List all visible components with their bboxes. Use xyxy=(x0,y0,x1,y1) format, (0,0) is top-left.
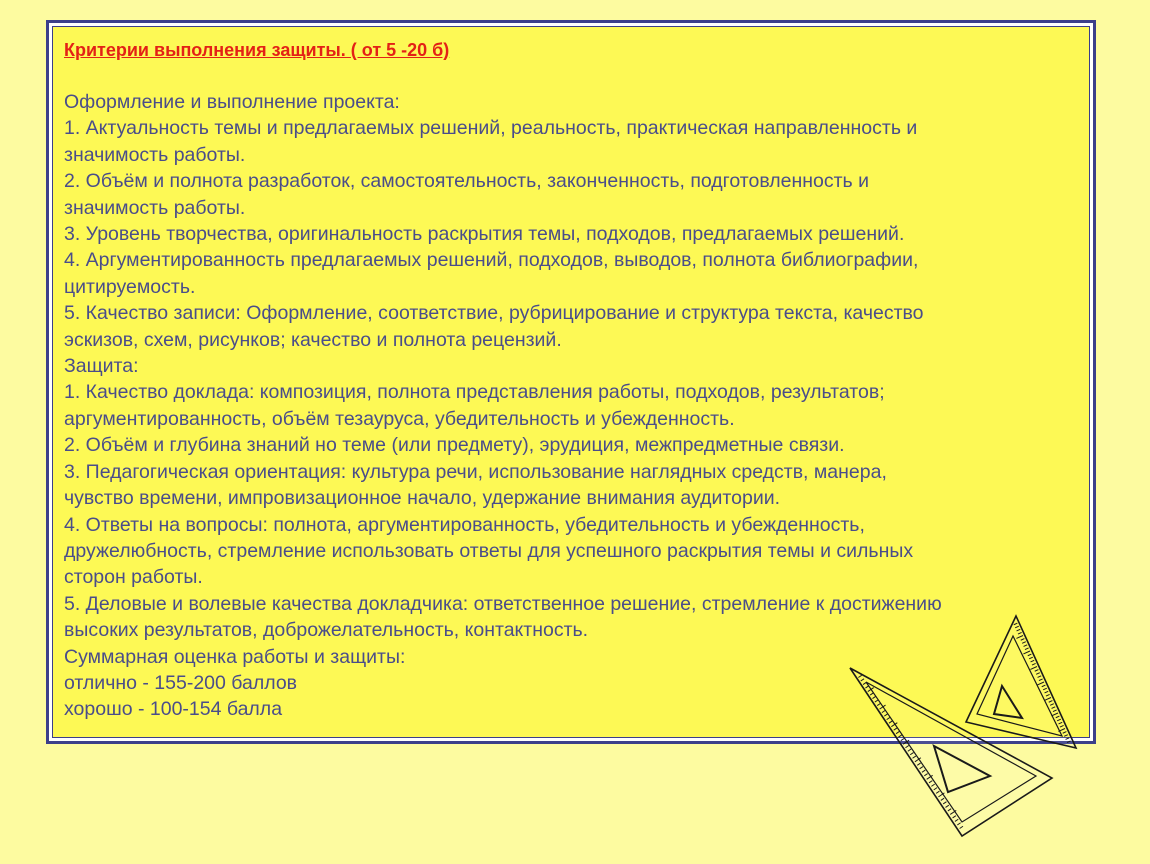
summary-heading: Суммарная оценка работы и защиты: xyxy=(64,645,406,668)
content-frame xyxy=(46,20,1096,744)
content-panel xyxy=(52,26,1090,738)
design-item-1: 1. Актуальность темы и предлагаемых решений, реальность, практическая направленность и значимость работы. xyxy=(64,117,918,166)
design-item-4: 4. Аргументированность предлагаемых решений, подходов, выводов, полнота библиографии, цитируемость. xyxy=(64,249,919,298)
ruler-tick xyxy=(960,826,963,828)
ruler-tick xyxy=(905,746,908,748)
defense-item-5: 5. Деловые и волевые качества докладчика: ответственное решение, стремление к достижению высоких результатов, доброжелательность, контактность. xyxy=(64,592,942,642)
section-heading-design: Оформление и выполнение проекта: xyxy=(64,91,400,113)
ruler-tick xyxy=(950,810,956,814)
ruler-tick xyxy=(957,823,960,825)
ruler-tick xyxy=(946,805,949,807)
ruler-tick xyxy=(938,793,944,797)
ruler-tick xyxy=(922,770,925,772)
criteria-title: Критерии выполнения защиты. ( от 5 -20 б) xyxy=(64,40,450,60)
ruler-tick xyxy=(955,819,958,821)
design-item-3: 3. Уровень творчества, оригинальность раскрытия темы, подходов, предлагаемых решений. xyxy=(64,223,905,246)
ruler-tick xyxy=(953,816,956,818)
ruler-tick xyxy=(924,774,927,776)
ruler-tick xyxy=(927,775,933,779)
ruler-tick xyxy=(920,767,923,769)
grade-excellent: отлично - 155-200 баллов xyxy=(64,671,298,694)
ruler-tick xyxy=(915,758,921,762)
ruler-tick xyxy=(941,798,944,800)
ruler-tick xyxy=(910,753,913,755)
ruler-tick xyxy=(943,802,946,804)
section-heading-defense: Защита: xyxy=(64,355,139,378)
ruler-tick xyxy=(908,749,911,751)
ruler-tick xyxy=(936,791,939,793)
ruler-tick xyxy=(931,784,934,786)
defense-item-2: 2. Объём и глубина знаний но теме (или предмету), эрудиция, межпредметные связи. xyxy=(64,434,845,457)
defense-item-3: 3. Педагогическая ориентация: культура речи, использование наглядных средств, манера, чувство времени, импровизационное начало, удержание внимания аудитории. xyxy=(64,460,887,510)
defense-item-1: 1. Качество доклада: композиция, полнота представления работы, подходов, результатов; аргументированность, объём тезауруса, убедительность и убежденность. xyxy=(64,381,885,430)
criteria-text xyxy=(64,37,1084,723)
ruler-tick xyxy=(948,809,951,811)
ruler-tick xyxy=(917,763,920,765)
grade-good: хорошо - 100-154 балла xyxy=(64,698,283,721)
defense-item-4: 4. Ответы на вопросы: полнота, аргументированность, убедительность и убежденность, дружелюбность, стремление использовать ответы для успешного раскрытия темы и сильных сторон работы. xyxy=(64,513,914,589)
design-item-5: 5. Качество записи: Оформление, соответствие, рубрицирование и структура текста, качество эскизов, схем, рисунков; качество и полнота рецензий. xyxy=(64,302,924,351)
ruler-tick xyxy=(934,788,937,790)
ruler-tick xyxy=(913,756,916,758)
ruler-tick xyxy=(929,781,932,783)
design-item-2: 2. Объём и полнота разработок, самостоятельность, законченность, подготовленность и значимость работы. xyxy=(64,170,870,219)
